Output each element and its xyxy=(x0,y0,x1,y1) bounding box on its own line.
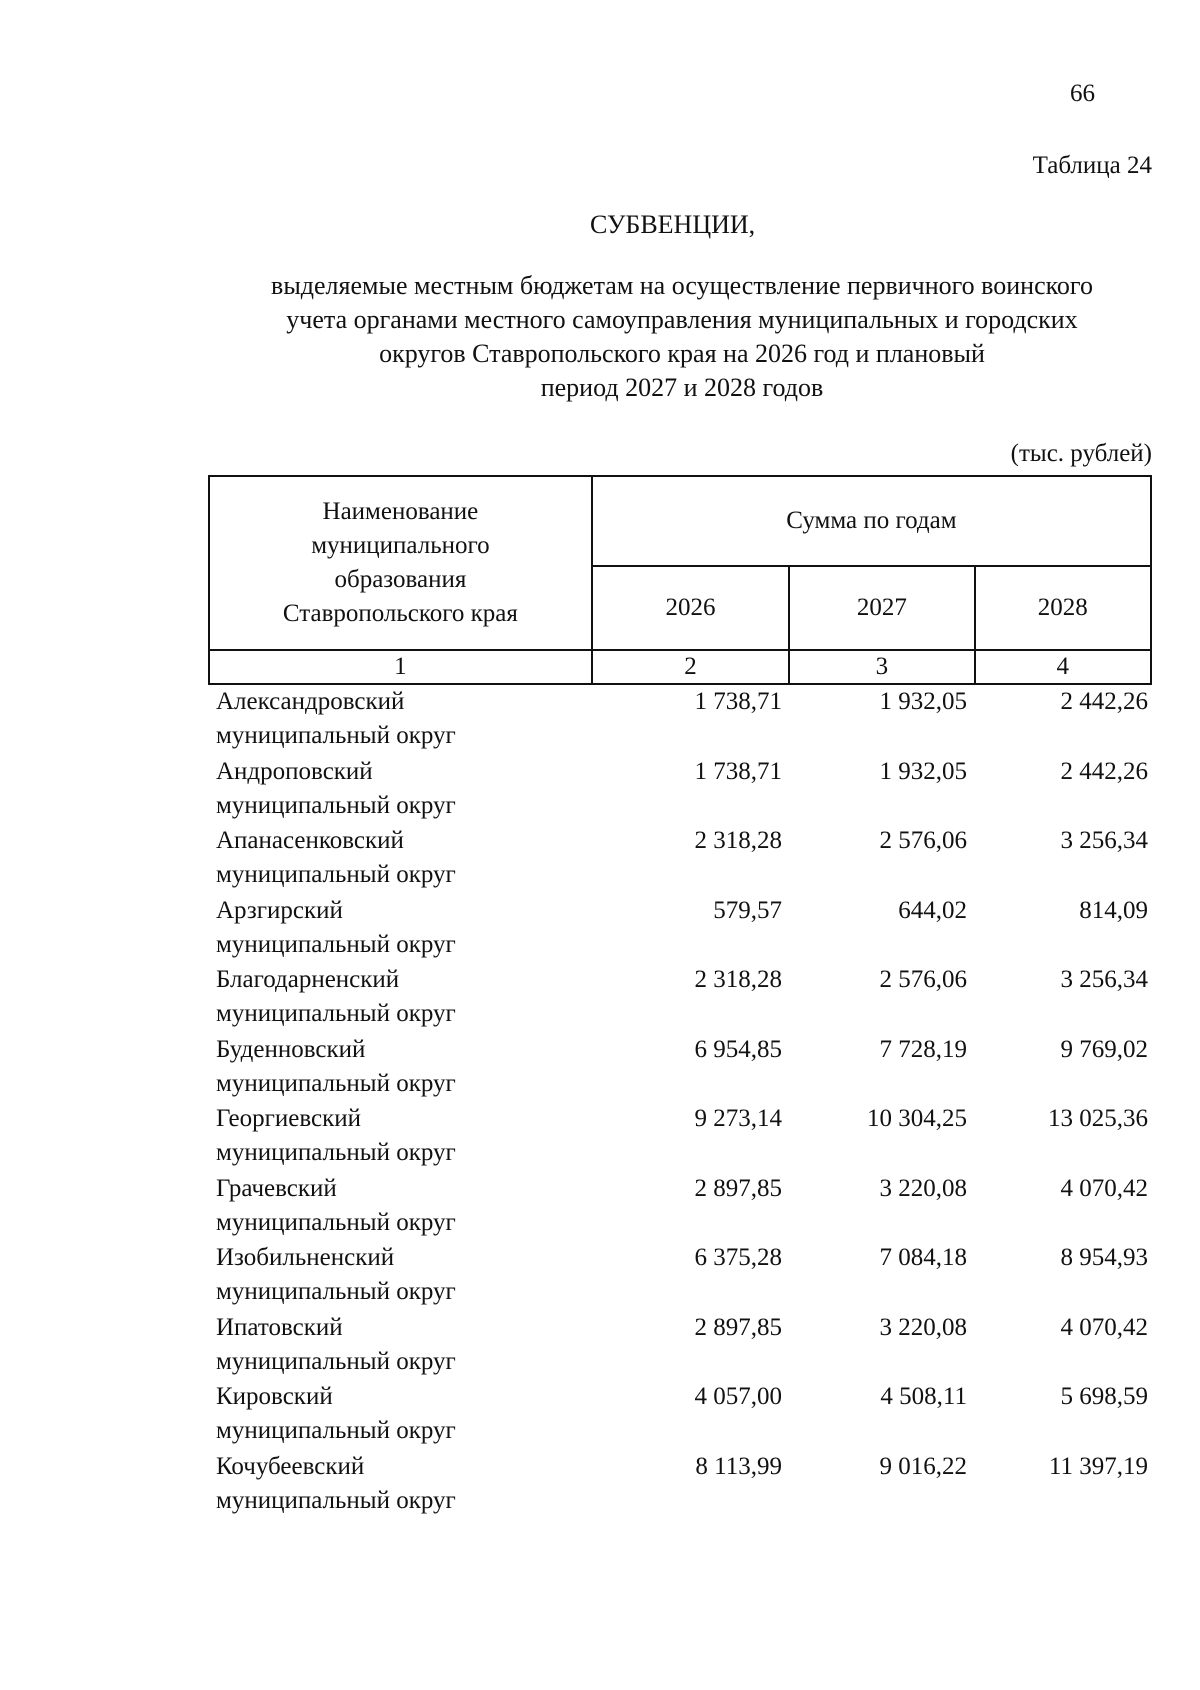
municipality-name xyxy=(208,685,591,755)
value-2026: 6 375,28 xyxy=(694,1244,782,1271)
municipality-name-line2: муниципальный округ xyxy=(216,791,456,819)
value-2027: 1 932,05 xyxy=(879,757,967,785)
value-2028: 5 698,59 xyxy=(1060,1383,1148,1410)
table-row xyxy=(208,1102,1152,1172)
municipality-name-line1: Андроповский xyxy=(216,757,373,785)
municipality-name-line2: муниципальный округ xyxy=(216,1069,456,1097)
value-2026: 2 318,28 xyxy=(694,966,782,993)
column-number: 4 xyxy=(975,650,1151,684)
header-municipality-name xyxy=(209,476,592,650)
value-2026: 1 738,71 xyxy=(694,757,782,785)
value-2028: 4 070,42 xyxy=(1060,1313,1148,1341)
value-2028: 13 025,36 xyxy=(1048,1105,1148,1132)
municipality-name-line2: муниципальный округ xyxy=(216,1278,456,1305)
value-2027: 3 220,08 xyxy=(879,1313,967,1341)
value-2028: 3 256,34 xyxy=(1060,827,1148,854)
value-2026: 9 273,14 xyxy=(694,1105,782,1132)
municipality-name-line1: Апанасенковский xyxy=(216,827,404,854)
table-row xyxy=(208,894,1152,964)
value-2028: 2 442,26 xyxy=(1060,757,1148,785)
value-2028: 4 070,42 xyxy=(1060,1174,1148,1202)
municipality-name xyxy=(208,1172,591,1242)
value-2027: 10 304,25 xyxy=(867,1105,967,1132)
municipality-name-line1: Ипатовский xyxy=(216,1313,343,1341)
subtitle-line: выделяемые местным бюджетам на осуществление первичного воинского xyxy=(271,271,1093,300)
table-row xyxy=(208,1380,1152,1450)
municipality-name xyxy=(208,1311,591,1381)
table-row xyxy=(208,1450,1152,1520)
value-2027: 4 508,11 xyxy=(880,1383,967,1410)
municipality-name-line2: муниципальный округ xyxy=(216,1486,456,1514)
value-2027: 644,02 xyxy=(898,896,967,924)
document-title xyxy=(0,210,1200,240)
value-2028: 11 397,19 xyxy=(1048,1452,1148,1480)
municipality-name-line2: муниципальный округ xyxy=(216,1139,456,1166)
units-label: (тыс. рублей) xyxy=(1010,440,1152,467)
value-2028: 9 769,02 xyxy=(1060,1035,1148,1063)
value-2028: 814,09 xyxy=(1079,896,1148,924)
value-2027: 2 576,06 xyxy=(879,827,967,854)
municipality-name-line1: Георгиевский xyxy=(216,1105,362,1132)
document-subtitle xyxy=(212,269,1152,405)
column-number: 2 xyxy=(592,650,789,684)
header-name-line: Наименование xyxy=(322,498,479,525)
municipality-name-line1: Изобильненский xyxy=(216,1244,395,1271)
page-number: 66 xyxy=(1070,80,1095,107)
municipality-name-line2: муниципальный округ xyxy=(216,1347,456,1375)
header-name-line: образования xyxy=(334,566,467,593)
municipality-name-line2: муниципальный округ xyxy=(216,1417,456,1444)
header-sum-by-years: Сумма по годам xyxy=(592,476,1151,566)
municipality-name xyxy=(208,1450,591,1520)
municipality-name xyxy=(208,963,591,1033)
municipality-name xyxy=(208,1102,591,1172)
municipality-name xyxy=(208,824,591,894)
table-row xyxy=(208,1172,1152,1242)
table-row xyxy=(208,1241,1152,1311)
table-row xyxy=(208,755,1152,825)
value-2026: 579,57 xyxy=(713,896,782,924)
header-year-2027: 2027 xyxy=(789,566,974,650)
value-2026: 8 113,99 xyxy=(695,1452,782,1480)
municipality-name-line2: муниципальный округ xyxy=(216,722,456,749)
table-label: Таблица 24 xyxy=(1032,152,1152,179)
value-2026: 2 318,28 xyxy=(694,827,782,854)
value-2026: 1 738,71 xyxy=(694,688,782,715)
municipality-name xyxy=(208,894,591,964)
value-2026: 2 897,85 xyxy=(694,1174,782,1202)
municipality-name-line1: Грачевский xyxy=(216,1174,337,1202)
municipality-name-line1: Благодарненский xyxy=(216,966,400,993)
value-2026: 4 057,00 xyxy=(694,1383,782,1410)
value-2028: 3 256,34 xyxy=(1060,966,1148,993)
value-2027: 2 576,06 xyxy=(879,966,967,993)
municipality-name-line1: Александровский xyxy=(216,688,405,715)
header-name-line: Ставропольского края xyxy=(282,600,518,627)
value-2028: 2 442,26 xyxy=(1060,688,1148,715)
header-name-line: муниципального xyxy=(311,532,490,559)
value-2026: 2 897,85 xyxy=(694,1313,782,1341)
subtitle-line: округов Ставропольского края на 2026 год и плановый xyxy=(379,339,985,368)
municipality-name-line1: Кировский xyxy=(216,1383,333,1410)
municipality-name xyxy=(208,1380,591,1450)
value-2027: 7 728,19 xyxy=(879,1035,967,1063)
municipality-name xyxy=(208,755,591,825)
document-title-text: СУБВЕНЦИИ, xyxy=(590,210,756,239)
table-body xyxy=(208,685,1152,1519)
value-2027: 7 084,18 xyxy=(879,1244,967,1271)
table-row xyxy=(208,1311,1152,1381)
table-row xyxy=(208,1033,1152,1103)
subtitle-line: учета органами местного самоуправления муниципальных и городских xyxy=(286,305,1078,334)
municipality-name xyxy=(208,1241,591,1311)
value-2026: 6 954,85 xyxy=(694,1035,782,1063)
header-year-2026: 2026 xyxy=(592,566,789,650)
column-number: 3 xyxy=(789,650,974,684)
municipality-name-line2: муниципальный округ xyxy=(216,930,456,958)
value-2027: 1 932,05 xyxy=(879,688,967,715)
municipality-name xyxy=(208,1033,591,1103)
value-2028: 8 954,93 xyxy=(1060,1244,1148,1271)
municipality-name-line1: Арзгирский xyxy=(216,896,343,924)
subventions-table xyxy=(208,475,1152,1519)
table-header xyxy=(208,475,1152,685)
municipality-name-line2: муниципальный округ xyxy=(216,1000,456,1027)
municipality-name-line2: муниципальный округ xyxy=(216,1208,456,1236)
value-2027: 3 220,08 xyxy=(879,1174,967,1202)
municipality-name-line2: муниципальный округ xyxy=(216,861,456,888)
municipality-name-line1: Кочубеевский xyxy=(216,1452,365,1480)
municipality-name-line1: Буденновский xyxy=(216,1035,366,1063)
column-number: 1 xyxy=(209,650,592,684)
table-row xyxy=(208,963,1152,1033)
subtitle-line: период 2027 и 2028 годов xyxy=(540,373,824,402)
table-row xyxy=(208,685,1152,755)
value-2027: 9 016,22 xyxy=(879,1452,967,1480)
table-row xyxy=(208,824,1152,894)
header-year-2028: 2028 xyxy=(975,566,1151,650)
